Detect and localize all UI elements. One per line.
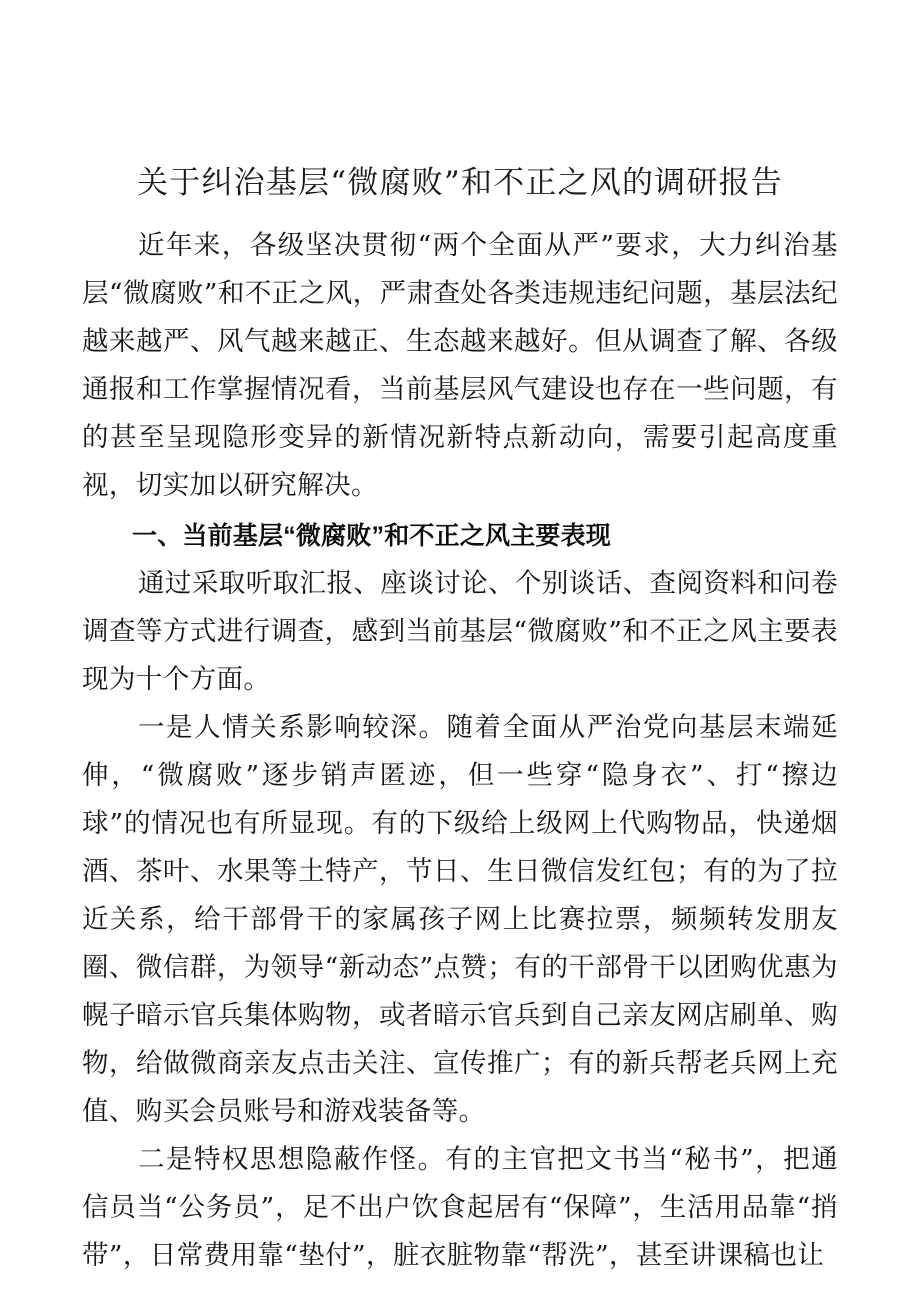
paragraph-point-two: 二是特权思想隐蔽作怪。有的主官把文书当“秘书”，把通信员当“公务员”，足不出户饮食起居有“保障”，生活用品靠“捎带”，日常费用靠“垫付”，脏衣脏物靠“帮洗”，甚至讲课稿也让 <box>82 1144 838 1271</box>
document-body <box>82 160 838 1280</box>
page-title: 关于纠治基层“微腐败”和不正之风的调研报告 <box>137 165 783 201</box>
paragraph-intro: 近年来，各级坚决贯彻“两个全面从严”要求，大力纠治基层“微腐败”和不正之风，严肃查处各类违规违纪问题，基层法纪越来越严、风气越来越正、生态越来越好。但从调查了解、各级通报和工作掌握情况看，当前基层风气建设也存在一些问题，有的甚至呈现隐形变异的新情况新特点新动向，需要引起高度重视，切实加以研究解决。 <box>82 230 838 501</box>
paragraph-survey-methods: 通过采取听取汇报、座谈讨论、个别谈话、查阅资料和问卷调查等方式进行调查，感到当前基层“微腐败”和不正之风主要表现为十个方面。 <box>82 568 838 695</box>
section-heading-1: 一、当前基层“微腐败”和不正之风主要表现 <box>132 522 612 550</box>
paragraph-point-one: 一是人情关系影响较深。随着全面从严治党向基层末端延伸，“微腐败”逐步销声匿迹，但一些穿“隐身衣”、打“擦边球”的情况也有所显现。有的下级给上级网上代购物品，快递烟酒、茶叶、水果等土特产，节日、生日微信发红包；有的为了拉近关系，给干部骨干的家属孩子网上比赛拉票，频频转发朋友圈、微信群，为领导“新动态”点赞；有的干部骨干以团购优惠为幌子暗示官兵集体购物，或者暗示官兵到自己亲友网店刷单、购物，给做微商亲友点击关注、宣传推广；有的新兵帮老兵网上充值、购买会员账号和游戏装备等。 <box>82 712 839 1127</box>
